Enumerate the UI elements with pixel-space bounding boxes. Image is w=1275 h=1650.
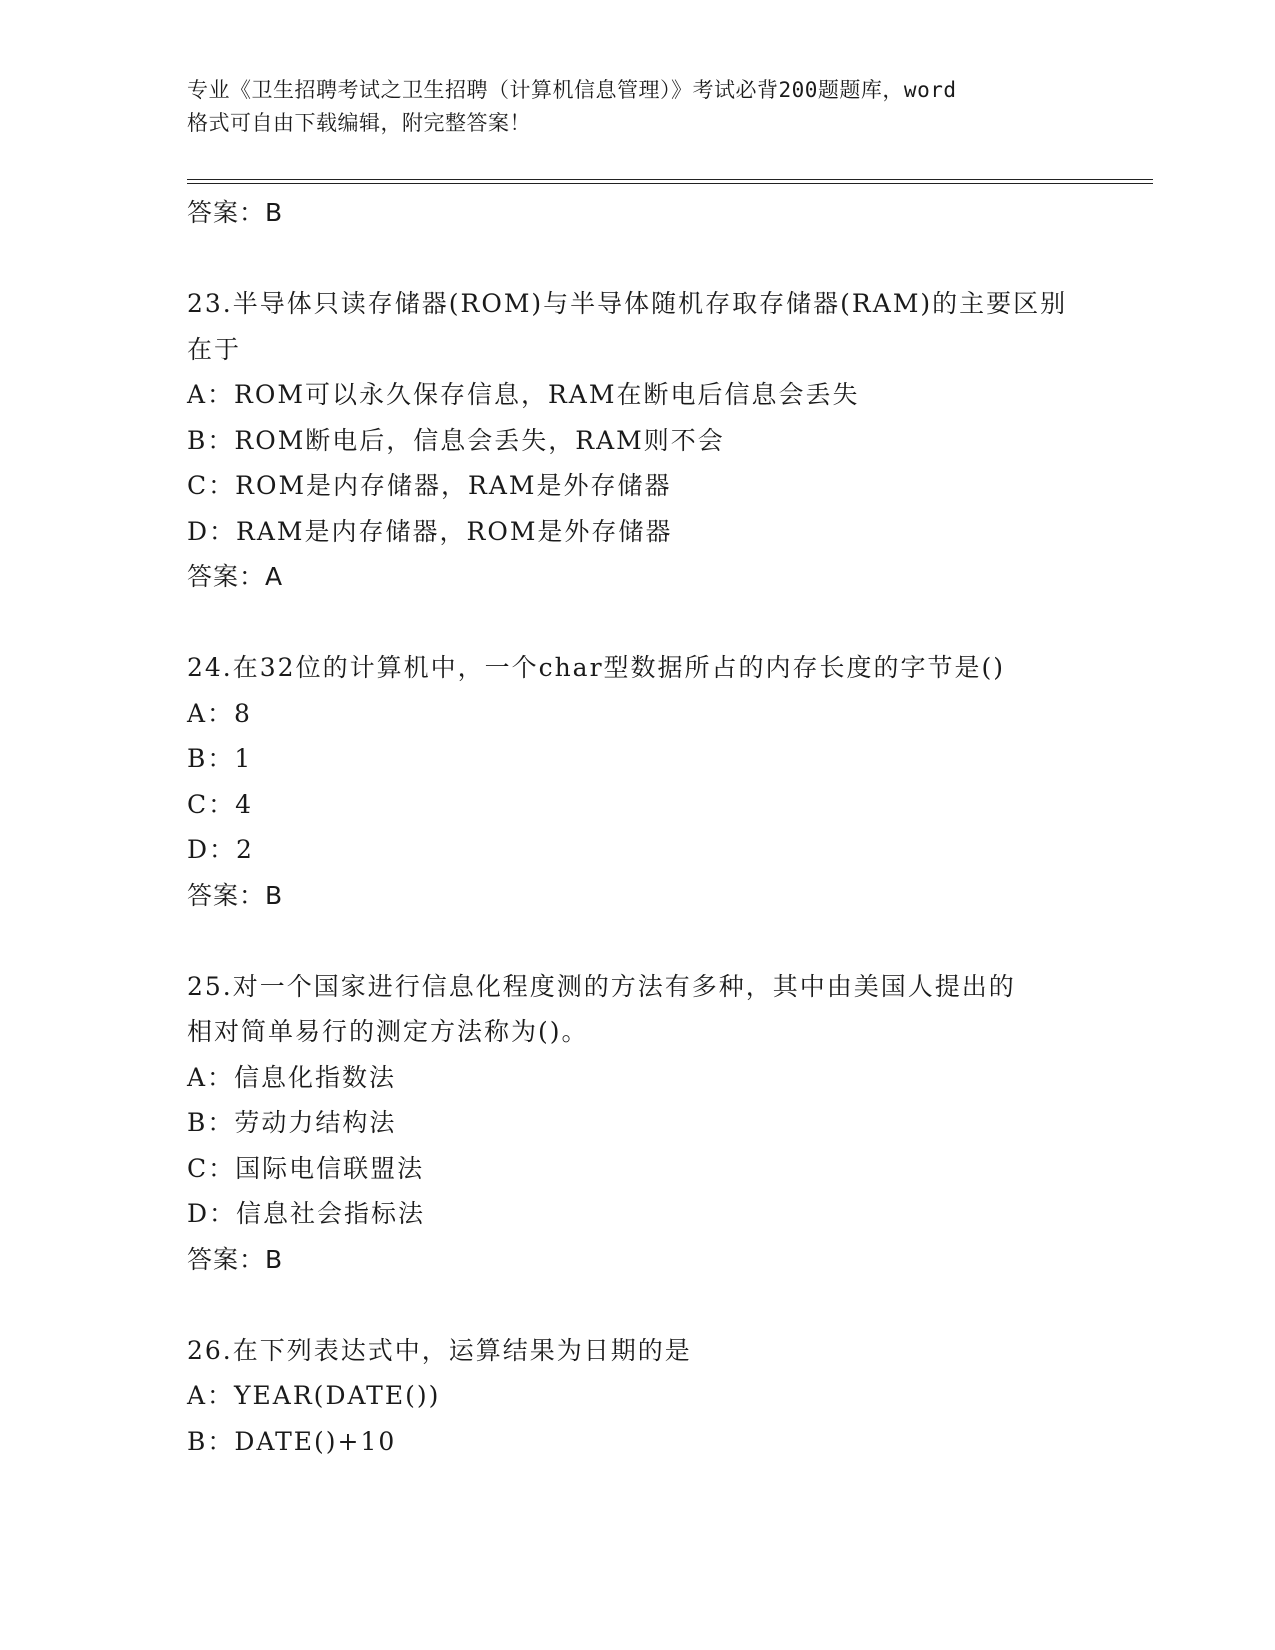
question-stem: 23.半导体只读存储器(ROM)与半导体随机存取存储器(RAM)的主要区别: [187, 289, 1068, 318]
option-a: A：YEAR(DATE()): [187, 1381, 441, 1410]
answer-line: 答案：B: [187, 198, 284, 227]
spacer: [187, 918, 1087, 964]
option-c: C：ROM是内存储器，RAM是外存储器: [187, 471, 672, 500]
question-stem: 25.对一个国家进行信息化程度测的方法有多种，其中由美国人提出的: [187, 971, 1016, 1001]
question-stem-continued: 在于: [187, 334, 242, 364]
header-divider-bottom: [187, 183, 1153, 184]
question-26: [187, 1328, 1087, 1465]
option-b: B：劳动力结构法: [187, 1108, 397, 1137]
question-24: [187, 645, 1087, 918]
spacer: [187, 236, 1087, 282]
option-d: D：RAM是内存储器，ROM是外存储器: [187, 516, 673, 546]
spacer: [187, 1282, 1087, 1328]
question-25: [187, 964, 1087, 1283]
spacer: [187, 600, 1087, 646]
answer-line: 答案：B: [187, 1244, 284, 1274]
answer-line: 答案：B: [187, 880, 284, 910]
option-a: A：信息化指数法: [187, 1062, 397, 1092]
document-header: [187, 74, 1087, 140]
option-b: B：ROM断电后，信息会丢失，RAM则不会: [187, 425, 725, 455]
option-a: A：8: [187, 698, 252, 728]
question-stem-continued: 相对简单易行的测定方法称为()。: [187, 1017, 589, 1046]
option-d: D：2: [187, 835, 254, 864]
option-a: A：ROM可以永久保存信息，RAM在断电后信息会丢失: [187, 380, 860, 409]
question-23: [187, 281, 1087, 600]
header-line-2: 格式可自由下载编辑，附完整答案！: [187, 111, 531, 135]
header-divider-top: [187, 179, 1153, 180]
question-stem: 24.在32位的计算机中，一个char型数据所占的内存长度的字节是(): [187, 653, 1006, 682]
answer-line: 答案：A: [187, 562, 284, 591]
option-b: B：DATE()+10: [187, 1426, 397, 1456]
header-line-1: 专业《卫生招聘考试之卫生招聘（计算机信息管理）》考试必背200题题库，word: [187, 78, 957, 102]
option-b: B：1: [187, 744, 253, 773]
option-d: D：信息社会指标法: [187, 1199, 426, 1228]
option-c: C：4: [187, 789, 254, 819]
question-list: [187, 190, 1087, 1464]
question-stem: 26.在下列表达式中，运算结果为日期的是: [187, 1335, 692, 1365]
option-c: C：国际电信联盟法: [187, 1153, 425, 1183]
